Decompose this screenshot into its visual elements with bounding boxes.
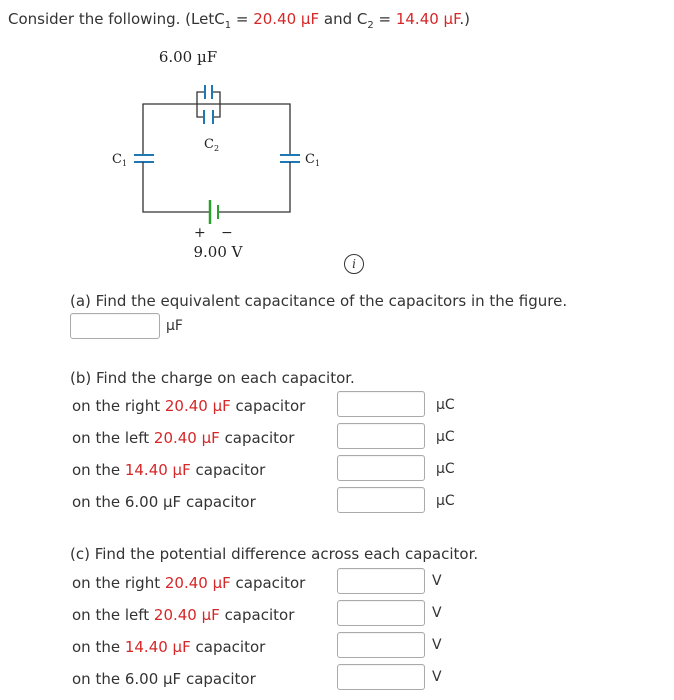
top-capacitor-label: 6.00 µF (158, 48, 218, 66)
prompt-prefix: Consider the following. (Let (8, 10, 215, 28)
part-c-title: (c) Find the potential difference across each capacitor. (70, 545, 479, 563)
part-c-row-right-c1: on the right 20.40 µF capacitor (72, 574, 306, 592)
part-b-row-c2: on the 14.40 µF capacitor (72, 461, 266, 479)
c2-label: $C_2$ (204, 137, 220, 153)
battery-minus: − (221, 225, 233, 241)
part-b-unit: µC (436, 493, 455, 509)
part-a-unit: µF (166, 318, 183, 334)
c1-symbol: C (214, 10, 225, 28)
circuit-diagram (100, 40, 330, 270)
c1-subscript: 1 (224, 20, 232, 31)
capacitor-right-c1 (280, 155, 300, 162)
part-b-input-6uF[interactable] (337, 487, 425, 513)
part-b-row-left-c1: on the left 20.40 µF capacitor (72, 429, 295, 447)
equals-sign: = (231, 10, 254, 28)
c2-symbol: C (356, 10, 368, 28)
part-b-unit: µC (436, 397, 455, 413)
part-c-input-c2[interactable] (337, 632, 425, 658)
c1-value: 20.40 µF (253, 10, 320, 28)
prompt-suffix: .) (459, 10, 470, 28)
c2-value: 14.40 µF (395, 10, 460, 28)
part-c-input-right-c1[interactable] (337, 568, 425, 594)
battery (210, 200, 218, 224)
part-b-input-right-c1[interactable] (337, 391, 425, 417)
c2-subscript: 2 (367, 20, 374, 31)
part-a-input[interactable] (70, 313, 160, 339)
part-a-title: (a) Find the equivalent capacitance of the capacitors in the figure. (70, 292, 568, 310)
equals-sign: = (373, 10, 396, 28)
part-c-unit: V (432, 669, 442, 685)
part-c-unit: V (432, 605, 442, 621)
right-c1-label: $C_1$ (305, 152, 321, 168)
capacitor-left-c1 (134, 155, 154, 162)
info-icon[interactable]: i (344, 254, 364, 274)
part-b-input-left-c1[interactable] (337, 423, 425, 449)
part-c-input-left-c1[interactable] (337, 600, 425, 626)
part-c-row-c2: on the 14.40 µF capacitor (72, 638, 266, 656)
part-c-row-6uF: on the 6.00 µF capacitor (72, 670, 256, 688)
battery-plus: + (194, 225, 206, 241)
part-c-input-6uF[interactable] (337, 664, 425, 690)
part-b-title: (b) Find the charge on each capacitor. (70, 369, 355, 387)
problem-prompt (8, 10, 470, 31)
and-text: and (319, 10, 357, 28)
part-b-unit: µC (436, 429, 455, 445)
capacitor-6uF (205, 85, 212, 99)
part-b-row-right-c1: on the right 20.40 µF capacitor (72, 397, 306, 415)
left-c1-label: $C_1$ (112, 152, 128, 168)
part-c-row-left-c1: on the left 20.40 µF capacitor (72, 606, 295, 624)
part-b-row-6uF: on the 6.00 µF capacitor (72, 493, 256, 511)
battery-voltage-label: 9.00 V (193, 243, 243, 261)
part-b-unit: µC (436, 461, 455, 477)
capacitor-c2 (204, 110, 213, 124)
part-c-unit: V (432, 573, 442, 589)
part-c-unit: V (432, 637, 442, 653)
part-b-input-c2[interactable] (337, 455, 425, 481)
